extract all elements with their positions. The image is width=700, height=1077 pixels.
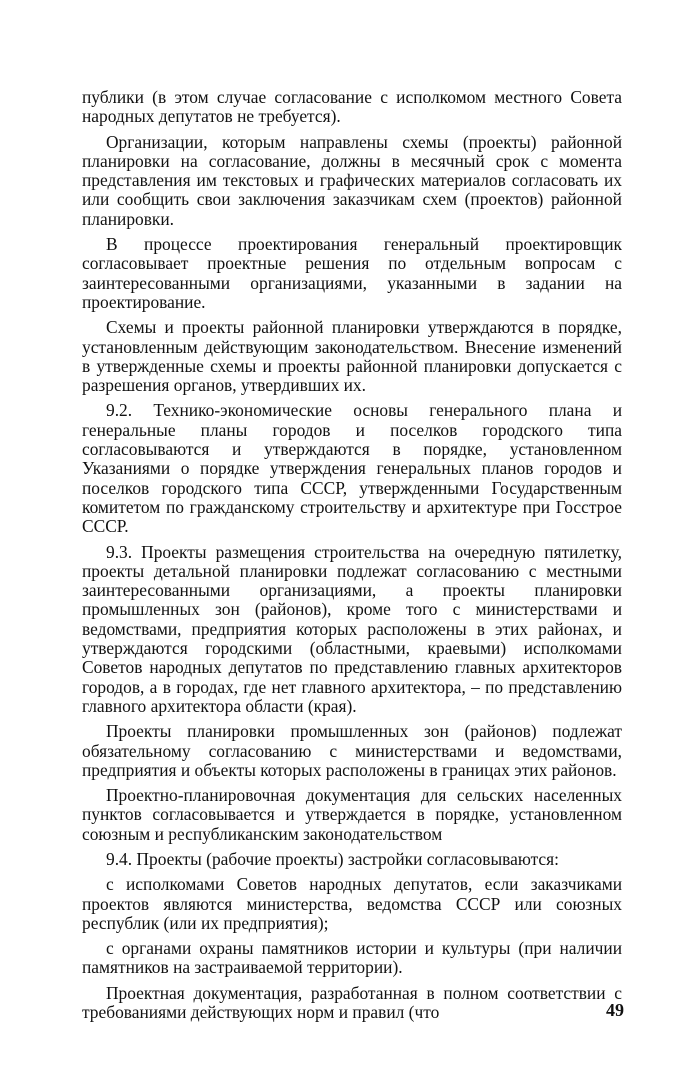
paragraph-6: 9.3. Проекты размещения строительства на очередную пятилетку, проекты детальной планировки подлежат согласованию с местными заинтересованными организациями, а проекты планировки промышленных зон (районов), кроме того с министерствами и ведомствами, предприятия которых расположены в этих районах, и утверждаются городскими (областными, краевыми) исполкомами Советов народных депутатов по представлению главных архитекторов городов, а в городах, где нет главного архитектора, – по представлению главного архитектора области (края). — [82, 541, 622, 716]
paragraph-3: В процессе проектирования генеральный проектировщик согласовывает проектные решения по отдельным вопросам с заинтересованными организациями, указанными в задании на проектирование. — [82, 234, 622, 312]
paragraph-1: публики (в этом случае согласование с исполкомом местного Совета народных депутатов не требуется). — [82, 87, 622, 127]
document-body — [82, 88, 622, 1028]
page-number: 49 — [606, 1000, 624, 1020]
paragraph-5: 9.2. Технико-экономические основы генерального плана и генеральные планы городов и поселков городского типа согласовываются и утверждаются в порядке, установленном Указаниями о порядке утверждения генеральных планов городов и поселков городского типа СССР, утвержденными Государственным комитетом по гражданскому строительству и архитектуре при Госстрое СССР. — [82, 400, 622, 537]
paragraph-10: с исполкомами Советов народных депутатов, если заказчиками проектов являются министерства, ведомства СССР или союзных республик (или их предприятия); — [82, 874, 622, 933]
paragraph-11: с органами охраны памятников истории и культуры (при наличии памятников на застраиваемой территории). — [82, 938, 622, 978]
paragraph-4: Схемы и проекты районной планировки утверждаются в порядке, установленным действующим законодательством. Внесение изменений в утвержденные схемы и проекты районной планировки допускается с разрешения органов, утвердивших их. — [82, 317, 622, 396]
paragraph-7: Проекты планировки промышленных зон (районов) подлежат обязательному согласованию с министерствами и ведомствами, предприятия и объекты которых расположены в границах этих районов. — [82, 721, 622, 780]
paragraph-12: Проектная документация, разработанная в полном соответствии с требованиями действующих норм и правил (что — [82, 982, 622, 1023]
paragraph-8: Проектно-планировочная документация для сельских населенных пунктов согласовывается и утверждается в порядке, установленном союзным и республиканским законодательством — [82, 785, 622, 844]
paragraph-2: Организации, которым направлены схемы (проекты) районной планировки на согласование, должны в месячный срок с момента представления им текстовых и графических материалов согласовать их или сообщить свои заключения заказчикам схем (проектов) районной планировки. — [82, 131, 622, 229]
paragraph-9: 9.4. Проекты (рабочие проекты) застройки согласовываются: — [106, 848, 559, 869]
